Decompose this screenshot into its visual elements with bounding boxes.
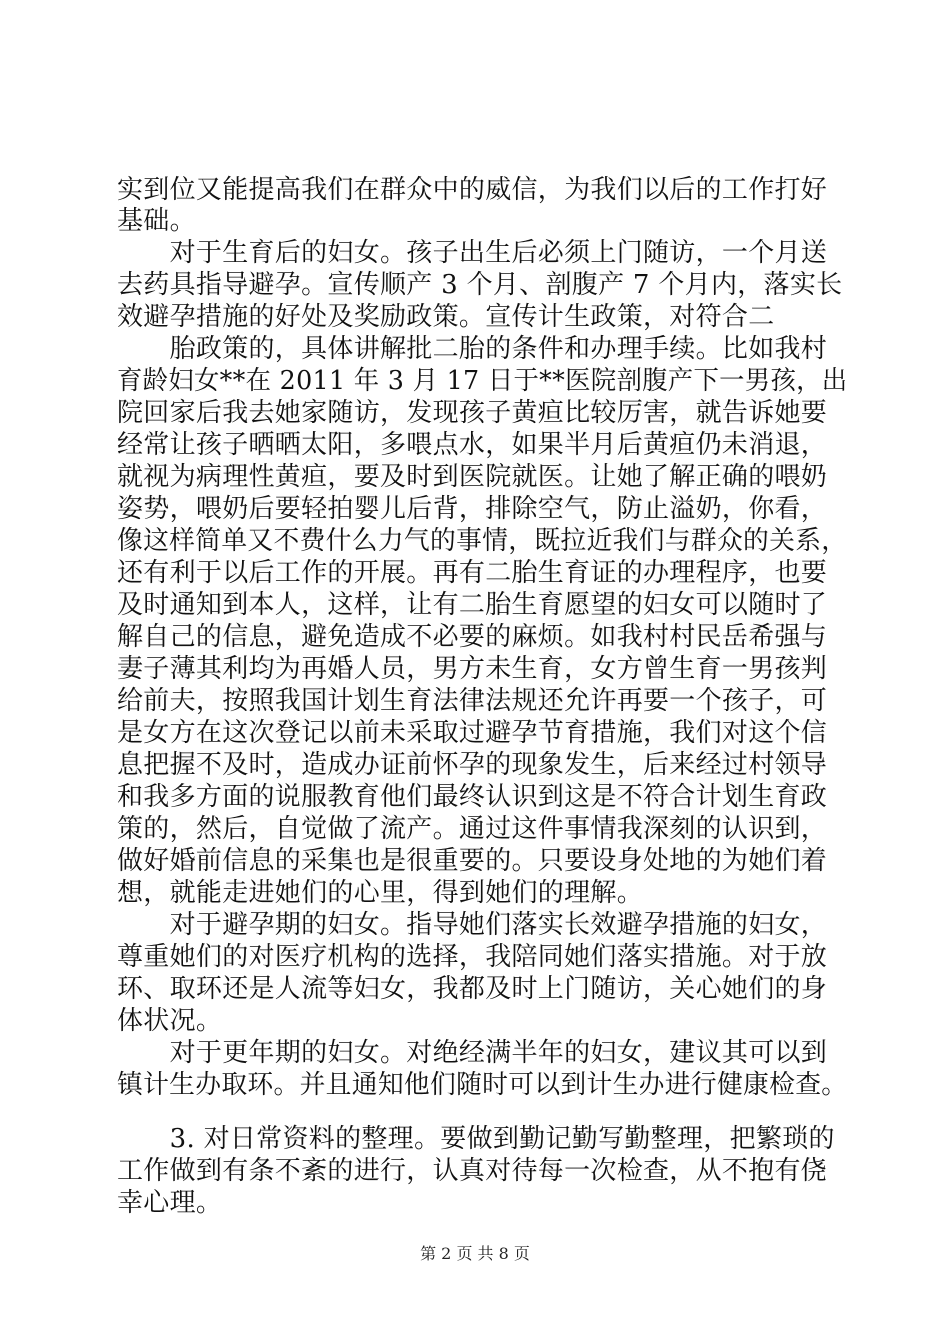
body-text-line: 姿势，喂奶后要轻拍婴儿后背，排除空气，防止溢奶，你看， [117,494,828,524]
body-text-line: 环、取环还是人流等妇女，我都及时上门随访，关心她们的身 [117,974,828,1004]
body-text-line: 策的，然后，自觉做了流产。通过这件事情我深刻的认识到， [117,814,828,844]
body-text-line: 是女方在这次登记以前未采取过避孕节育措施，我们对这个信 [117,718,828,748]
body-text-line: 及时通知到本人，这样，让有二胎生育愿望的妇女可以随时了 [117,590,828,620]
body-text-line: 对于生育后的妇女。孩子出生后必须上门随访，一个月送 [117,238,828,268]
body-text-line: 息把握不及时，造成办证前怀孕的现象发生，后来经过村领导 [117,750,828,780]
body-text-line: 胎政策的，具体讲解批二胎的条件和办理手续。比如我村 [117,334,828,364]
body-text-line: 育龄妇女**在 2011 年 3 月 17 日于**医院剖腹产下一男孩，出 [117,366,848,396]
body-text-line: 对于避孕期的妇女。指导她们落实长效避孕措施的妇女， [117,910,828,940]
body-text-line: 做好婚前信息的采集也是很重要的。只要设身处地的为她们着 [117,846,828,876]
body-text-line: 院回家后我去她家随访，发现孩子黄疸比较厉害，就告诉她要 [117,398,828,428]
body-text-line: 基础。 [117,206,196,236]
body-text-line: 想，就能走进她们的心里，得到她们的理解。 [117,878,644,908]
body-text-line: 镇计生办取环。并且通知他们随时可以到计生办进行健康检查。 [117,1070,848,1100]
body-text-line: 幸心理。 [117,1188,223,1218]
body-text-line: 实到位又能提高我们在群众中的威信，为我们以后的工作打好 [117,175,828,205]
body-text-line: 妻子薄其利均为再婚人员，男方未生育，女方曾生育一男孩判 [117,654,828,684]
body-text-line: 像这样简单又不费什么力气的事情，既拉近我们与群众的关系， [117,526,848,556]
body-text-line: 给前夫，按照我国计划生育法律法规还允许再要一个孩子，可 [117,686,828,716]
body-text-line: 解自己的信息，避免造成不必要的麻烦。如我村村民岳希强与 [117,622,828,652]
body-text-line: 去药具指导避孕。宣传顺产 3 个月、剖腹产 7 个月内，落实长 [117,270,843,300]
body-text-line: 还有利于以后工作的开展。再有二胎生育证的办理程序，也要 [117,558,828,588]
body-text-line: 工作做到有条不紊的进行，认真对待每一次检查，从不抱有侥 [117,1156,828,1186]
body-text-line: 对于更年期的妇女。对绝经满半年的妇女，建议其可以到 [117,1038,828,1068]
body-text-line: 经常让孩子晒晒太阳，多喂点水，如果半月后黄疸仍未消退， [117,430,828,460]
body-text-line: 3. 对日常资料的整理。要做到勤记勤写勤整理，把繁琐的 [117,1124,835,1154]
body-text-line: 体状况。 [117,1006,223,1036]
body-text-line: 就视为病理性黄疸，要及时到医院就医。让她了解正确的喂奶 [117,462,828,492]
body-text-line: 尊重她们的对医疗机构的选择，我陪同她们落实措施。对于放 [117,942,828,972]
body-text-line: 和我多方面的说服教育他们最终认识到这是不符合计划生育政 [117,782,828,812]
body-text-line: 效避孕措施的好处及奖励政策。宣传计生政策，对符合二 [117,302,775,332]
page-number-footer: 第 2 页 共 8 页 [420,1244,530,1263]
